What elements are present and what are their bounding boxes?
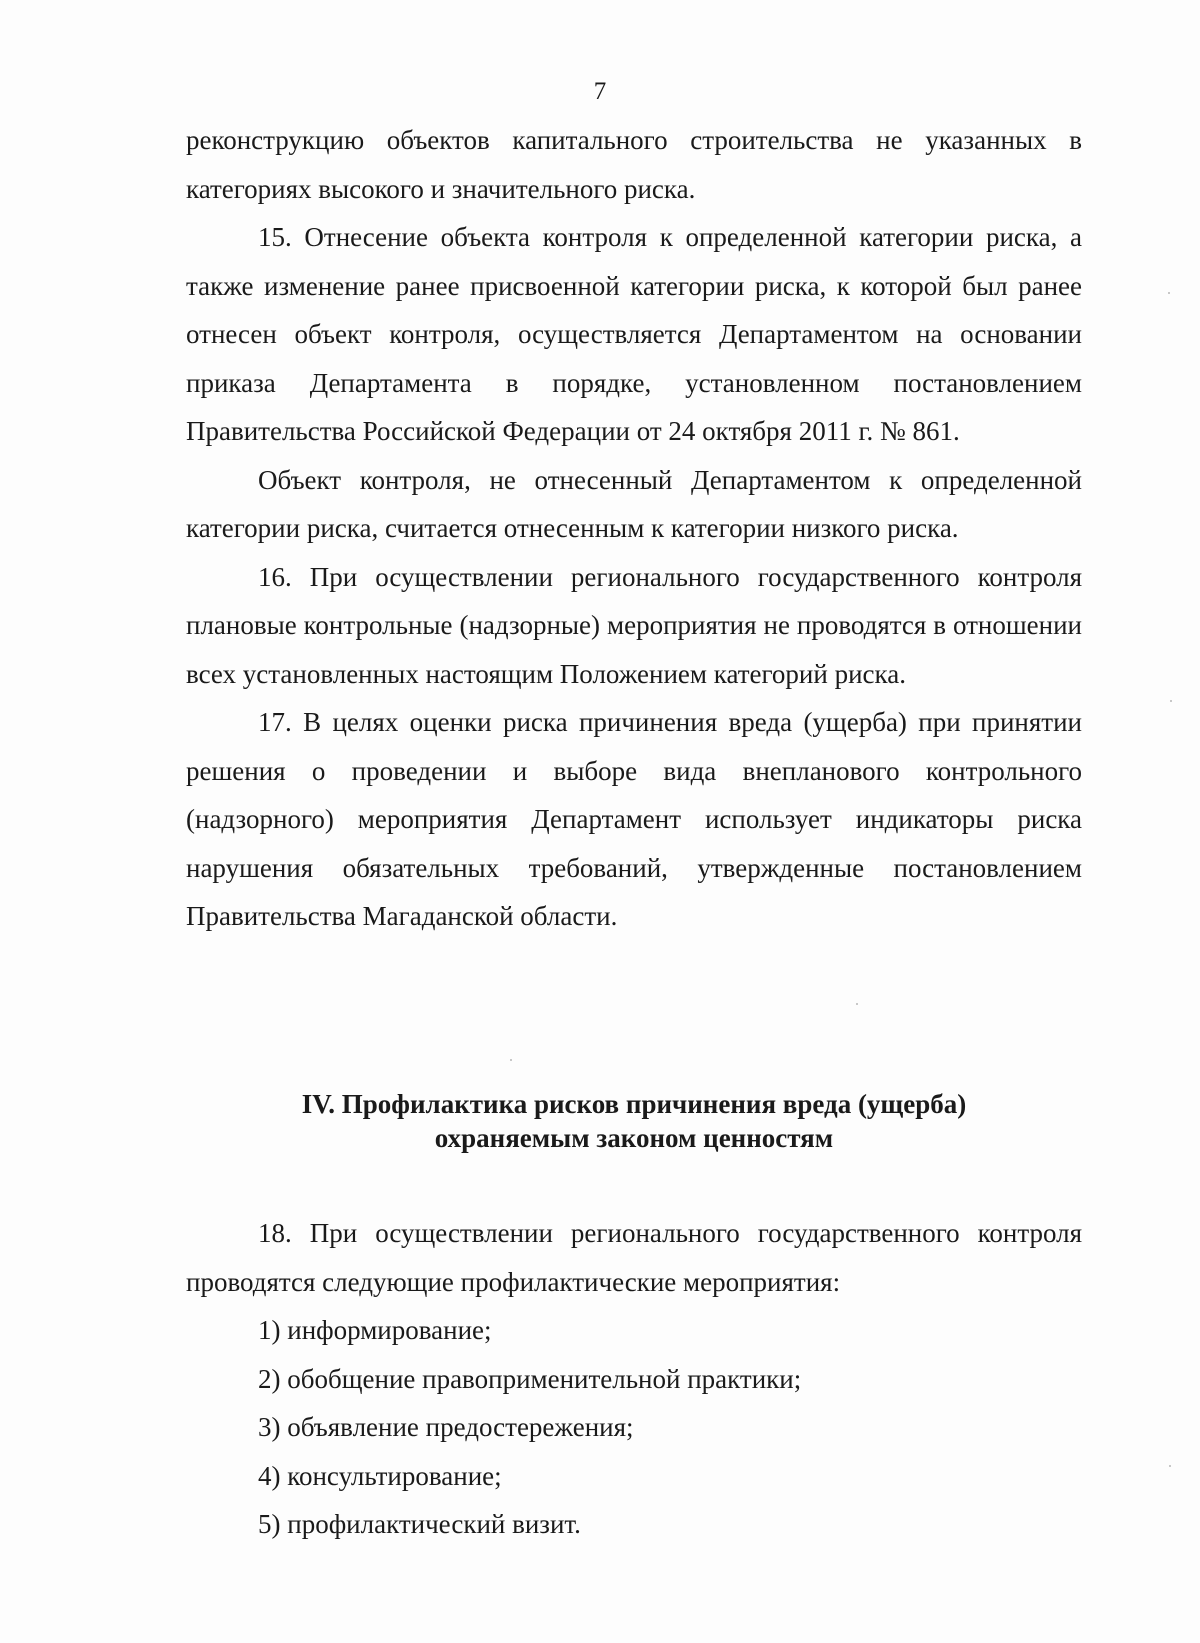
- section-heading: [186, 1087, 1082, 1155]
- paragraph-item-15: 15. Отнесение объекта контроля к определенной категории риска, а также изменение ранее присвоенной категории риска, к которой был ранее отнесен объект контроля, осуществляется Департаментом на основании приказа Департамента в порядке, установленном постановлением Правительства Российской Федерации от 24 октября 2011 г. № 861.: [186, 222, 1082, 446]
- paragraph-continuation: реконструкцию объектов капитального строительства не указанных в категориях высокого и значительного риска.: [186, 125, 1082, 204]
- scan-speck: [856, 1003, 858, 1005]
- section-heading-line-2: охраняемым законом ценностям: [434, 1123, 834, 1153]
- list-item-preventive-visit: 5) профилактический визит.: [258, 1509, 581, 1539]
- paragraph-item-16: 16. При осуществлении регионального государственного контроля плановые контрольные (надзорные) мероприятия не проводятся в отношении всех установленных настоящим Положением категорий риска.: [186, 561, 1082, 689]
- page-number: 7: [593, 78, 607, 105]
- list-item-practice-summary: 2) обобщение правоприменительной практики;: [258, 1363, 802, 1394]
- section-heading-line-1: IV. Профилактика рисков причинения вреда (ущерба): [301, 1089, 967, 1119]
- list-item-warning: 3) объявление предостережения;: [258, 1412, 634, 1442]
- body-text-bottom: [186, 1209, 1082, 1549]
- body-text-top: [186, 116, 1082, 941]
- scan-speck: [1169, 1465, 1171, 1467]
- list-item-informing: 1) информирование;: [258, 1315, 492, 1345]
- paragraph-item-17: 17. В целях оценки риска причинения вреда (ущерба) при принятии решения о проведении и выборе вида внепланового контрольного (надзорного) мероприятия Департамент использует индикаторы риска нарушения обязательных требований, утвержденные постановлением Правительства Магаданской области.: [186, 707, 1082, 931]
- paragraph-item-18: 18. При осуществлении регионального государственного контроля проводятся следующие профилактические мероприятия:: [186, 1218, 1082, 1297]
- paragraph-default-risk: Объект контроля, не отнесенный Департаментом к определенной категории риска, считается отнесенным к категории низкого риска.: [186, 464, 1082, 543]
- scan-speck: [510, 1059, 512, 1061]
- list-item-consulting: 4) консультирование;: [258, 1460, 502, 1491]
- scan-speck: [1168, 292, 1170, 294]
- scan-speck: [1170, 700, 1172, 702]
